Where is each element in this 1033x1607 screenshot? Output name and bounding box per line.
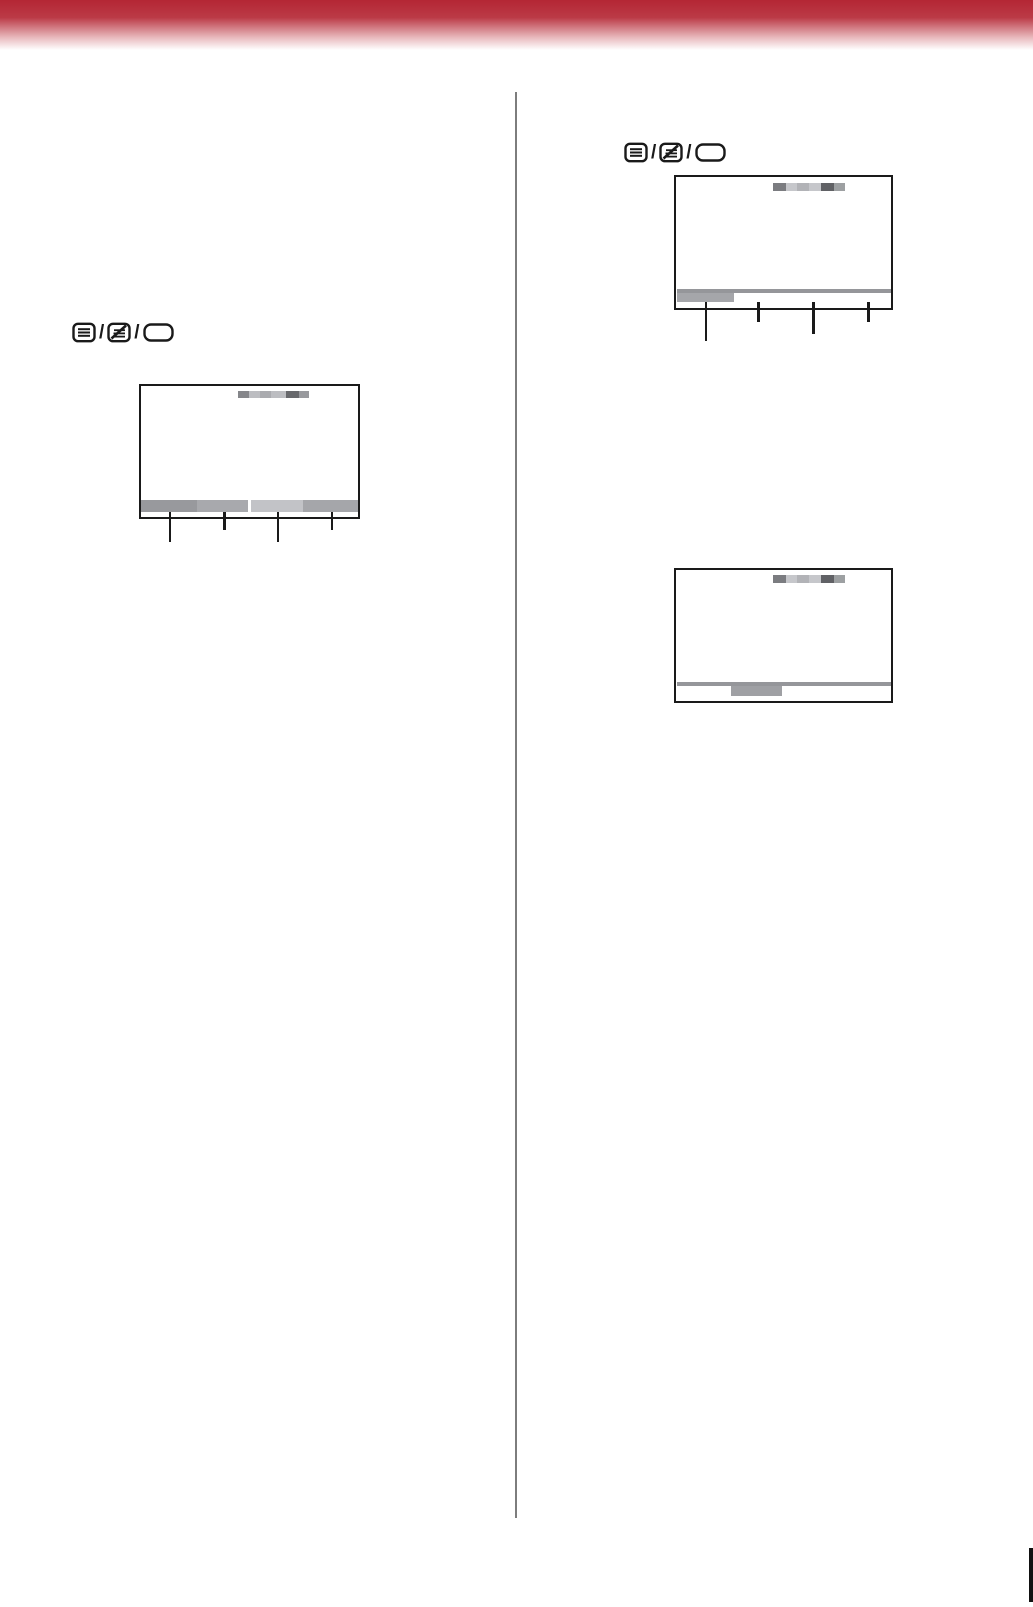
osd-screen-diagram-right-bottom xyxy=(674,568,893,703)
quick-menu-button-icon xyxy=(659,142,683,163)
menu-button-icon xyxy=(72,322,96,343)
osd-screen-diagram-right-top xyxy=(674,175,893,310)
enter-button-icon xyxy=(143,322,174,343)
redacted-segment xyxy=(286,391,299,398)
callout-tick xyxy=(277,512,279,542)
redacted-segment xyxy=(809,183,821,191)
redacted-segment xyxy=(260,391,271,398)
osd-title-redacted xyxy=(773,575,845,583)
redacted-segment xyxy=(834,575,845,583)
callout-tick xyxy=(169,512,171,542)
quick-menu-button-icon xyxy=(107,322,131,343)
button-sequence-left xyxy=(72,322,174,343)
redacted-segment xyxy=(786,575,797,583)
redacted-segment xyxy=(251,500,303,512)
separator-slash: / xyxy=(99,321,105,343)
redacted-segment xyxy=(797,183,809,191)
column-divider xyxy=(515,92,517,1518)
osd-screen-diagram-left xyxy=(139,384,360,519)
redacted-segment xyxy=(797,575,809,583)
redacted-segment xyxy=(299,391,309,398)
callout-tick xyxy=(705,302,707,341)
button-sequence-right xyxy=(624,142,726,163)
redacted-segment xyxy=(141,500,197,512)
page-header-bar xyxy=(0,0,1033,50)
osd-title-redacted xyxy=(238,391,309,398)
redacted-segment xyxy=(809,575,821,583)
osd-title-redacted xyxy=(773,183,845,191)
callout-tick xyxy=(867,302,870,322)
redacted-segment xyxy=(271,391,286,398)
osd-highlight-item xyxy=(677,293,734,302)
redacted-segment xyxy=(197,500,248,512)
osd-highlight-item xyxy=(731,686,782,696)
osd-menu-bar xyxy=(677,682,891,686)
redacted-segment xyxy=(238,391,249,398)
redacted-segment xyxy=(821,575,834,583)
redacted-segment xyxy=(249,391,260,398)
redacted-segment xyxy=(303,500,358,512)
enter-button-icon xyxy=(695,142,726,163)
redacted-segment xyxy=(834,183,845,191)
separator-slash: / xyxy=(651,141,657,163)
redacted-segment xyxy=(773,575,786,583)
separator-slash: / xyxy=(686,141,692,163)
callout-tick xyxy=(812,302,815,334)
callout-tick xyxy=(331,512,333,530)
callout-tick xyxy=(757,302,760,322)
redacted-segment xyxy=(821,183,834,191)
redacted-segment xyxy=(773,183,786,191)
osd-menu-bar xyxy=(141,500,358,512)
separator-slash: / xyxy=(134,321,140,343)
page-edge-tab xyxy=(1029,1548,1033,1602)
redacted-segment xyxy=(786,183,797,191)
callout-tick xyxy=(223,512,226,530)
menu-button-icon xyxy=(624,142,648,163)
